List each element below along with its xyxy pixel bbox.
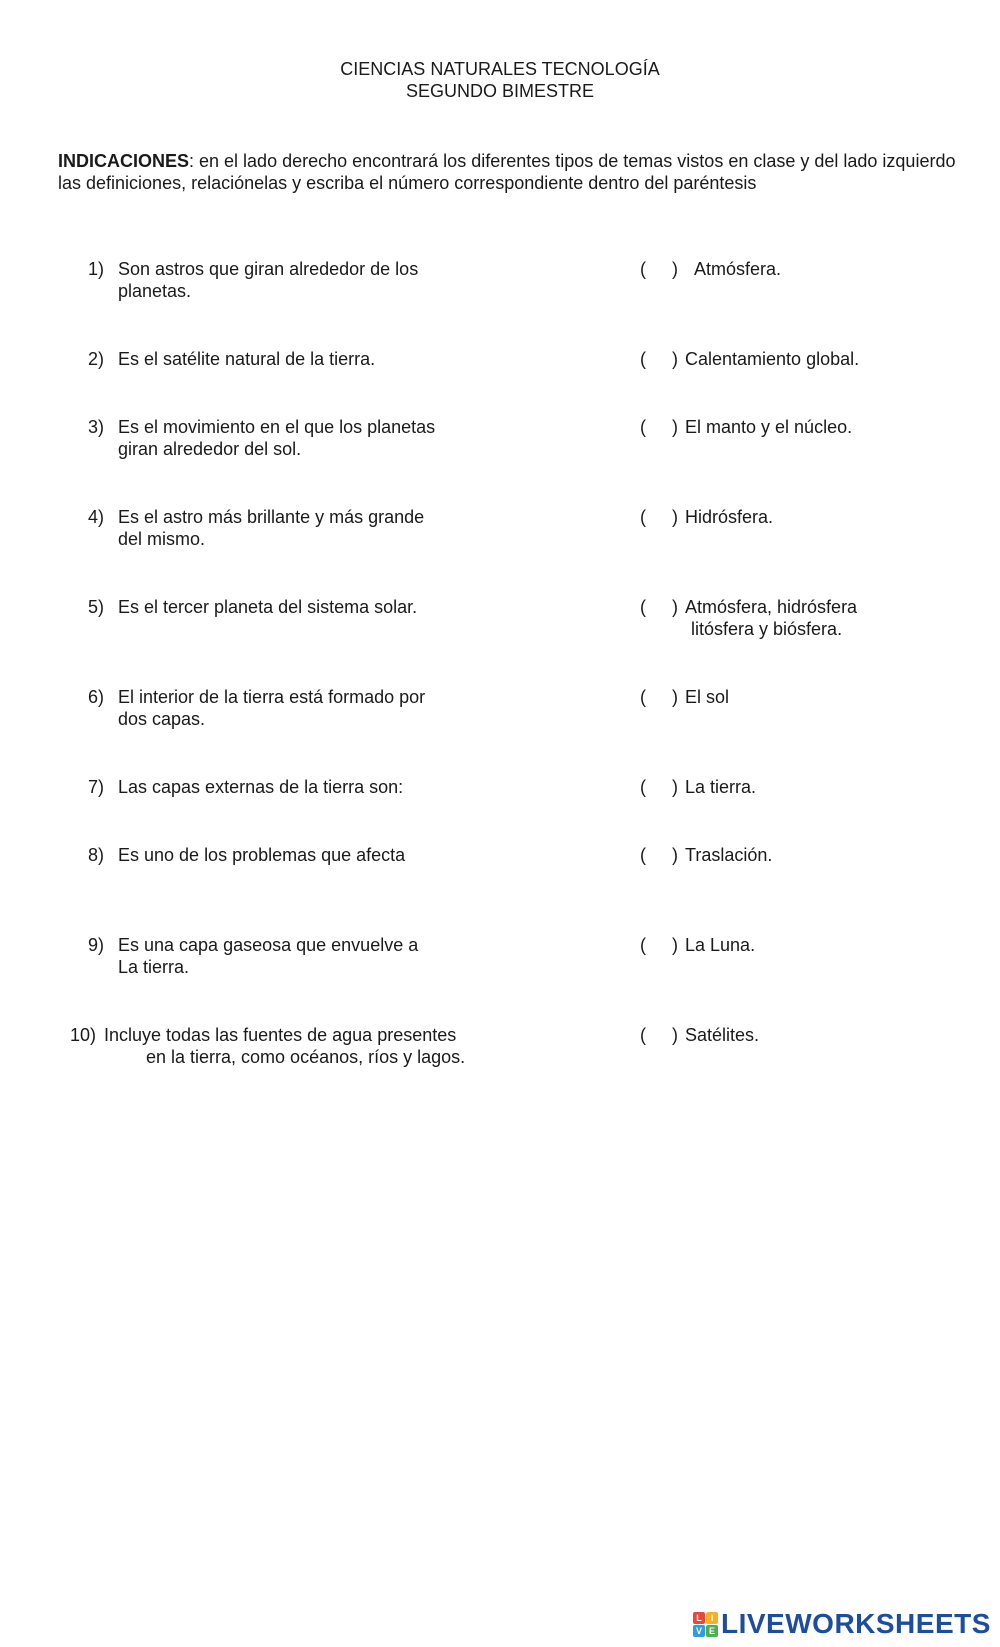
logo-wordmark: LIVEWORKSHEETS bbox=[721, 1608, 991, 1639]
question-number: 5) bbox=[88, 597, 105, 617]
question-text: Es uno de los problemas que afecta bbox=[118, 845, 406, 865]
question-number: 10) bbox=[70, 1025, 97, 1045]
question-text: Las capas externas de la tierra son: bbox=[118, 777, 404, 797]
instructions-text: : en el lado derecho encontrará los diferentes tipos de temas vistos en clase y del lado izquierdo las definiciones, relaciónelas y escriba el número correspondiente dentro del paréntesis bbox=[58, 151, 956, 193]
answer-text: Hidrósfera. bbox=[685, 507, 774, 527]
question-text: Es el tercer planeta del sistema solar. bbox=[118, 597, 418, 617]
question-text: Es una capa gaseosa que envuelve a bbox=[118, 935, 419, 955]
title-line-1: CIENCIAS NATURALES TECNOLOGÍA bbox=[340, 59, 660, 79]
logo-mark-icon: L I V E bbox=[693, 1612, 719, 1638]
answer-text: Atmósfera, hidrósfera bbox=[685, 597, 858, 617]
question-text: Incluye todas las fuentes de agua presentes bbox=[104, 1025, 457, 1045]
worksheet-title bbox=[0, 58, 1000, 102]
answer-text: Traslación. bbox=[685, 845, 773, 865]
question-text-cont: La tierra. bbox=[118, 957, 190, 977]
question-number: 6) bbox=[88, 687, 105, 707]
question-text-cont: giran alrededor del sol. bbox=[118, 439, 302, 459]
question-text: Es el satélite natural de la tierra. bbox=[118, 349, 376, 369]
answer-text: Satélites. bbox=[685, 1025, 760, 1045]
question-number: 8) bbox=[88, 845, 105, 865]
instructions-paragraph bbox=[58, 150, 958, 194]
answer-text: Calentamiento global. bbox=[685, 349, 860, 369]
question-number: 7) bbox=[88, 777, 105, 797]
question-number: 2) bbox=[88, 349, 105, 369]
question-number: 3) bbox=[88, 417, 105, 437]
answer-text: Atmósfera. bbox=[685, 259, 782, 279]
answer-text: La tierra. bbox=[685, 777, 757, 797]
answer-text: El manto y el núcleo. bbox=[685, 417, 853, 437]
question-text: Es el movimiento en el que los planetas bbox=[118, 417, 436, 437]
answer-text: El sol bbox=[685, 687, 730, 707]
question-text: Es el astro más brillante y más grande bbox=[118, 507, 425, 527]
question-text-cont: planetas. bbox=[118, 281, 192, 301]
question-text: Son astros que giran alrededor de los bbox=[118, 259, 419, 279]
liveworksheets-logo bbox=[693, 1610, 993, 1638]
title-line-2: SEGUNDO BIMESTRE bbox=[405, 81, 595, 101]
answer-text: La Luna. bbox=[685, 935, 756, 955]
question-text-cont: del mismo. bbox=[118, 529, 206, 549]
instructions-label: INDICACIONES bbox=[58, 151, 190, 171]
question-number: 9) bbox=[88, 935, 105, 955]
answer-text-cont: litósfera y biósfera. bbox=[691, 619, 843, 639]
question-number: 1) bbox=[88, 259, 105, 279]
question-number: 4) bbox=[88, 507, 105, 527]
question-text-cont: dos capas. bbox=[118, 709, 206, 729]
question-text-cont: en la tierra, como océanos, ríos y lagos. bbox=[146, 1047, 466, 1067]
question-text: El interior de la tierra está formado por bbox=[118, 687, 426, 707]
